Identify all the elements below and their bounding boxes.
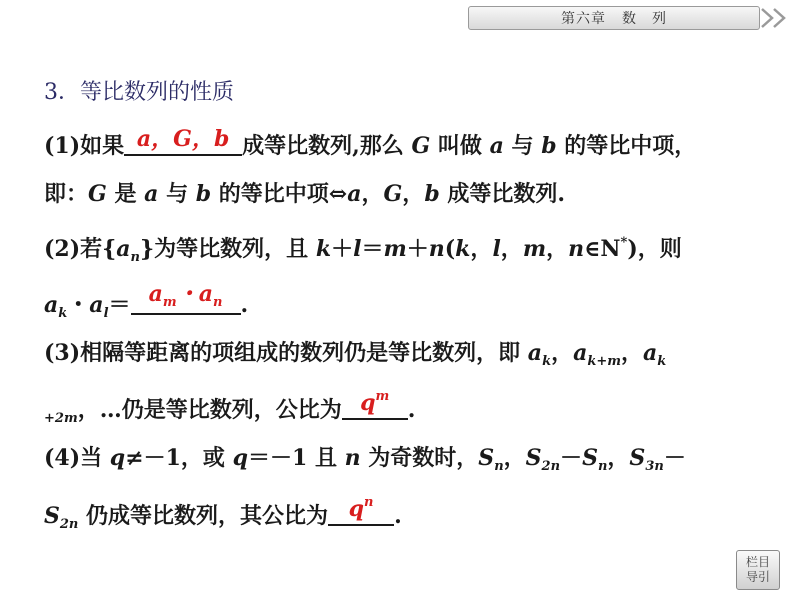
property-4-line-1: (4)当 q≠－1，或 q＝－1 且 n 为奇数时，$S_n$，$S_{2n}-S_n$，$S_{3n}-$ [44,445,686,474]
answer-blank-4 [328,495,394,526]
answer-blank-3 [342,389,408,420]
property-2-line-2: $a_k$・$a_l=$ $a_m$・$a_n$ . [44,281,249,321]
double-chevron-right-icon [758,6,792,30]
section-heading: 3．等比数列的性质 [44,80,234,105]
property-3-line-1: (3)相隔等距离的项组成的数列仍是等比数列，即 $a_k$，$a_{k+m}$，$a_k$ [44,340,667,369]
chapter-label: 第六章 [561,12,606,27]
property-1-line-1: (1)如果 a，G，b 成等比数列,那么 G 叫做 a 与 b 的等比中项， [44,126,697,159]
section-nav-button[interactable] [736,550,780,590]
nav-label-line-2: 导引 [745,570,770,584]
property-3-line-2: $_{+2m}$，…仍是等比数列，公比为 $q^m$ . [44,389,416,426]
section-label: 数 列 [622,12,667,27]
answer-1: a，G，b [136,126,230,152]
nav-label-line-1: 栏目 [745,555,770,569]
answer-4: $q^n$ [348,495,374,522]
answer-2: $a_m$・$a_n$ [148,281,223,310]
answer-blank-2 [131,281,241,315]
chapter-title-bar [468,6,760,30]
property-1-line-2: 即：G 是 a 与 b 的等比中项⇔a，G，b 成等比数列. [44,181,566,207]
property-4-line-2: $S_{2n}$ 仍成等比数列，其公比为 $q^n$ . [44,495,402,532]
answer-3: $q^m$ [360,389,390,416]
property-2-line-1: (2)若$\{a_n\}$为等比数列，且 k＋l＝m＋n(k，l，m，n∈N*)，则 [44,235,682,265]
answer-blank-1 [124,126,242,156]
